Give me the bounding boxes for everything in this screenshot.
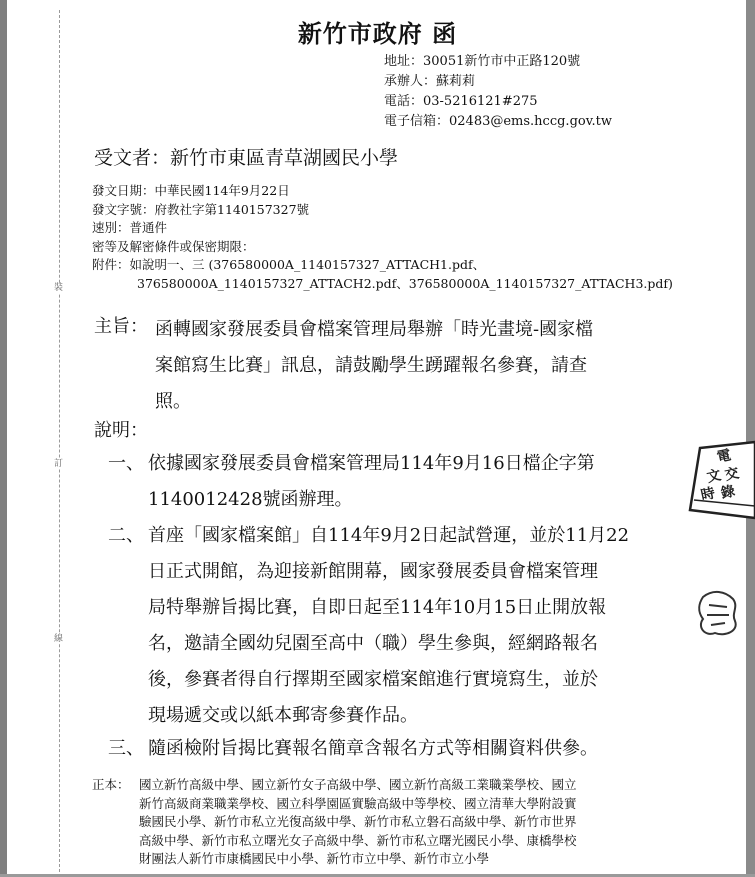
item-line: 首座「國家檔案館」自114年9月2日起試營運，並於11月22	[148, 525, 630, 546]
explanation-label: 說明：	[94, 420, 148, 441]
viewer-scrollbar[interactable]	[746, 0, 755, 877]
cc-label: 正本：	[92, 777, 130, 792]
item-number: 二、	[108, 525, 144, 546]
item-line: 隨函檢附旨揭比賽報名簡章含報名方式等相關資料供參。	[148, 738, 598, 759]
subject-line: 照。	[155, 391, 191, 412]
cc-line: 國立新竹高級中學、國立新竹女子高級中學、國立新竹高級工業職業學校、國立	[139, 777, 577, 792]
item-line: 1140012428號函辦理。	[148, 489, 353, 510]
subject-label: 主旨：	[94, 316, 148, 337]
cc-line: 高級中學、新竹市私立曙光女子高級中學、新竹市私立曙光國民小學、康橋學校	[139, 832, 577, 848]
recipient: 受文者：新竹市東區青草湖國民小學	[94, 147, 399, 169]
subject-body	[155, 312, 655, 420]
item-line: 名，邀請全國幼兒園至高中（職）學生參與，經網路報名	[148, 633, 598, 654]
viewer-left-edge	[0, 0, 7, 877]
secrecy-class: 密等及解密條件或保密期限：	[92, 238, 255, 254]
item-line: 現場遞交或以紙本郵寄參賽作品。	[148, 705, 418, 726]
subject-line: 函轉國家發展委員會檔案管理局舉辦「時光畫境-國家檔	[155, 319, 594, 340]
binding-mark-zhuang: 裝	[54, 283, 64, 293]
item-number: 三、	[108, 738, 144, 759]
stamp-char: 電	[715, 447, 733, 466]
document-title: 新竹市政府 函	[297, 19, 458, 48]
cc-line: 財團法人新竹市康橋國民中小學、新竹市立中學、新竹市立小學	[139, 851, 490, 866]
stamp-char: 錄	[719, 483, 737, 502]
issue-number: 發文字號：府教社字第1140157327號	[92, 201, 310, 217]
item-number: 一、	[108, 453, 144, 474]
binding-mark-ding: 訂	[54, 459, 64, 469]
stamp-char: 時	[699, 485, 717, 504]
stamp-char: 交	[723, 465, 741, 484]
cc-line: 驗國民小學、新竹市私立光復高級中學、新竹市私立磐石高級中學、新竹市世界	[139, 814, 577, 829]
item-line: 局特舉辦旨揭比賽，自即日起至114年10月15日止開放報	[148, 597, 607, 618]
cc-line: 新竹高級商業職業學校、國立科學園區實驗高級中等學校、國立清華大學附設實	[139, 795, 577, 811]
attachment-line-1: 附件：如說明一、三 (376580000A_1140157327_ATTACH1.pdf、	[92, 257, 486, 272]
item-line: 依據國家發展委員會檔案管理局114年9月16日檔企字第	[148, 453, 595, 474]
seal-mark	[695, 585, 740, 640]
binding-mark-xian: 線	[54, 634, 64, 644]
subject-line: 案館寫生比賽」訊息，請鼓勵學生踴躍報名參賽，請查	[155, 355, 587, 376]
binding-line	[59, 10, 60, 877]
sender-phone: 電話：03-5216121#275	[384, 94, 538, 109]
sender-contact: 承辦人：蘇莉莉	[384, 74, 476, 89]
sender-address: 地址：30051新竹市中正路120號	[384, 54, 581, 69]
attachment-line-2: 376580000A_1140157327_ATTACH2.pdf、376580000A_1140157327_ATTACH3.pdf)	[137, 275, 673, 291]
sender-email: 電子信箱：02483@ems.hccg.gov.tw	[384, 114, 613, 129]
item-line: 後，參賽者得自行擇期至國家檔案館進行實境寫生，並於	[148, 669, 598, 690]
stamp-char: 文	[705, 467, 723, 486]
document-meta	[92, 182, 673, 293]
receipt-stamp	[680, 440, 755, 520]
issue-date: 發文日期：中華民國114年9月22日	[92, 183, 290, 198]
speed-class: 速別：普通件	[92, 220, 168, 235]
item-line: 日正式開館，為迎接新館開幕，國家發展委員會檔案管理	[148, 561, 598, 582]
sender-info	[384, 52, 612, 132]
